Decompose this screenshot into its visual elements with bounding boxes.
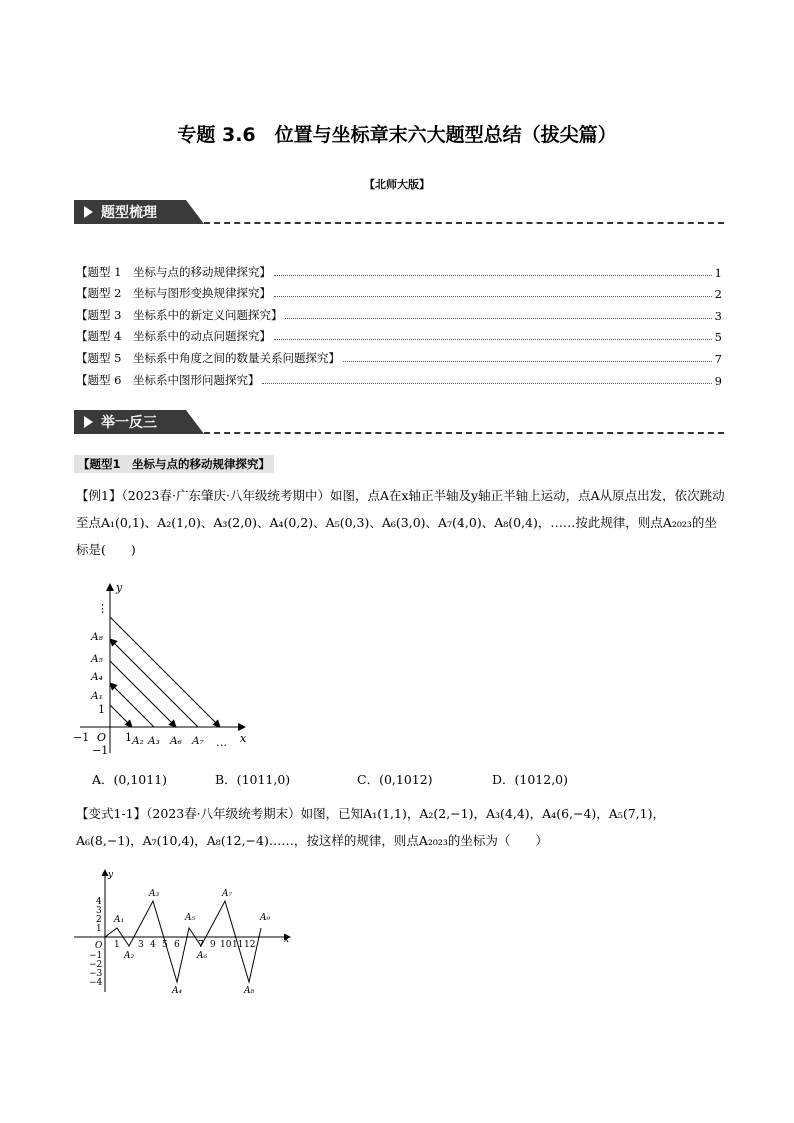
toc-item[interactable] — [76, 280, 722, 302]
toc-item-page: 5 — [714, 330, 722, 345]
x-axis-label: x — [284, 935, 290, 945]
edition-label: 【北师大版】 — [364, 178, 430, 191]
x-tick-label: 9 — [210, 940, 216, 950]
origin-label: O — [97, 731, 107, 744]
play-arrow-icon — [84, 206, 93, 218]
y-tick-label: 4 — [96, 897, 102, 907]
toc-item-label: 【题型 3 坐标系中的新定义问题探究】 — [76, 307, 283, 322]
y-axis-label: y — [116, 581, 123, 594]
toc-item-label: 【题型 4 坐标系中的动点问题探究】 — [76, 329, 271, 344]
toc-item-label: 【题型 1 坐标与点的移动规律探究】 — [76, 264, 271, 279]
x-tick-label: 10 — [220, 940, 232, 950]
point-label: A₁ — [91, 690, 103, 702]
play-arrow-icon — [84, 416, 93, 428]
x-axis-label: x — [240, 732, 247, 745]
banner-dash-line — [204, 432, 724, 434]
point-label: A₂ — [132, 735, 144, 747]
y-tick-label: −1 — [89, 951, 103, 961]
toc-item-page: 9 — [714, 373, 722, 388]
type-1-tag: 【题型1 坐标与点的移动规律探究】 — [74, 455, 274, 473]
y-ellipsis: ⋮ — [97, 602, 108, 615]
point-label: A₁ — [114, 915, 125, 925]
point-label: A₇ — [192, 735, 204, 747]
table-of-contents — [76, 258, 722, 388]
x-tick-label: 1 — [114, 940, 120, 950]
y-tick-label: 1 — [96, 924, 102, 934]
option-b[interactable]: B．(1011,0) — [215, 772, 291, 787]
point-label: A₈ — [91, 631, 103, 643]
y-tick-label: 2 — [96, 915, 102, 925]
toc-dot-leader — [343, 361, 712, 362]
point-label: A₅ — [91, 653, 103, 665]
toc-dot-leader — [262, 383, 711, 384]
section-banner-overview — [74, 200, 724, 230]
toc-item[interactable] — [76, 301, 722, 323]
option-d[interactable]: D．(1012,0) — [492, 772, 569, 787]
x-tick-label: 12 — [244, 940, 256, 950]
point-label: A₆ — [197, 951, 208, 961]
toc-item-page: 3 — [714, 308, 722, 323]
point-label: A₃ — [149, 889, 160, 899]
banner-title: 举一反三 — [101, 415, 157, 431]
toc-dot-leader — [274, 339, 712, 340]
banner-title: 题型梳理 — [101, 205, 157, 221]
point-label: A₆ — [170, 735, 182, 747]
toc-item[interactable] — [76, 344, 722, 366]
x-ellipsis: … — [216, 736, 227, 749]
option-a[interactable]: A．(0,1011) — [92, 772, 168, 787]
origin-label: O — [95, 941, 103, 951]
x-tick-label: −1 — [73, 731, 90, 744]
path-segment — [110, 617, 220, 727]
point-label: A₇ — [222, 889, 233, 899]
x-tick-label: 1 — [125, 731, 132, 744]
y-tick-label: −3 — [89, 969, 103, 979]
y-tick-label: −1 — [92, 744, 109, 757]
y-axis-label: y — [108, 870, 114, 880]
x-tick-label: 4 — [150, 940, 156, 950]
x-tick-label: 11 — [232, 940, 244, 950]
section-banner-examples — [74, 410, 724, 440]
banner-dash-line — [204, 222, 724, 224]
figure-2-graph — [70, 868, 300, 998]
toc-item-label: 【题型 5 坐标系中角度之间的数量关系问题探究】 — [76, 350, 340, 365]
point-label: A₈ — [244, 986, 255, 996]
toc-item[interactable] — [76, 323, 722, 345]
point-label: A₃ — [148, 735, 160, 747]
toc-item[interactable] — [76, 258, 722, 280]
y-tick-label: 3 — [96, 906, 102, 916]
x-tick-label: 3 — [138, 940, 144, 950]
variant-1-1-text: 【变式1-1】（2023春·八年级统考期末）如图，已知A₁(1,1)，A₂(2,−1)，A₃(4,4)，A₄(6,−4)，A₅(7,1)，A₆(8,−1)，A₇(10,4)，A₈(12,−4)……，按这样的规律，则点A₂₀₂₃的坐标为（ ） — [76, 806, 665, 848]
figure-1-graph — [70, 578, 260, 758]
point-label: A₄ — [91, 671, 103, 683]
toc-item-page: 7 — [714, 351, 722, 366]
example-1-text: 【例1】（2023春·广东肇庆·八年级统考期中）如图，点A在x轴正半轴及y轴正半轴上运动，点A从原点出发，依次跳动至点A₁(0,1)、A₂(1,0)、A₃(2,0)、A₄(0,2)、A₅(0,3)、A₆(3,0)、A₇(4,0)、A₈(0,4)，……按此规律，则点A₂₀₂₃的坐标是( ) — [76, 488, 725, 557]
toc-dot-leader — [274, 296, 712, 297]
path-segment — [110, 683, 154, 727]
point-label: A₂ — [124, 951, 135, 961]
toc-dot-leader — [285, 318, 711, 319]
toc-item-page: 1 — [714, 265, 722, 280]
toc-item-page: 2 — [714, 287, 722, 302]
page-title: 专题 3.6 位置与坐标章末六大题型总结（拔尖篇） — [177, 124, 617, 146]
toc-item-label: 【题型 6 坐标系中图形问题探究】 — [76, 372, 260, 387]
y-tick-label: 1 — [98, 703, 105, 716]
x-tick-label: 6 — [174, 940, 180, 950]
path-segment — [110, 639, 198, 727]
option-c[interactable]: C．(0,1012) — [357, 772, 433, 787]
x-tick-label: 5 — [162, 940, 168, 950]
path-segment — [110, 661, 176, 727]
y-tick-label: −4 — [89, 978, 103, 988]
point-label: A₅ — [185, 913, 196, 923]
point-label: A₄ — [172, 986, 183, 996]
x-tick-label: 7 — [198, 940, 204, 950]
toc-item[interactable] — [76, 366, 722, 388]
path-segment — [110, 705, 132, 727]
toc-item-label: 【题型 2 坐标与图形变换规律探究】 — [76, 286, 271, 301]
point-label: A₉ — [260, 913, 271, 923]
y-tick-label: −2 — [89, 960, 103, 970]
toc-dot-leader — [274, 275, 712, 276]
